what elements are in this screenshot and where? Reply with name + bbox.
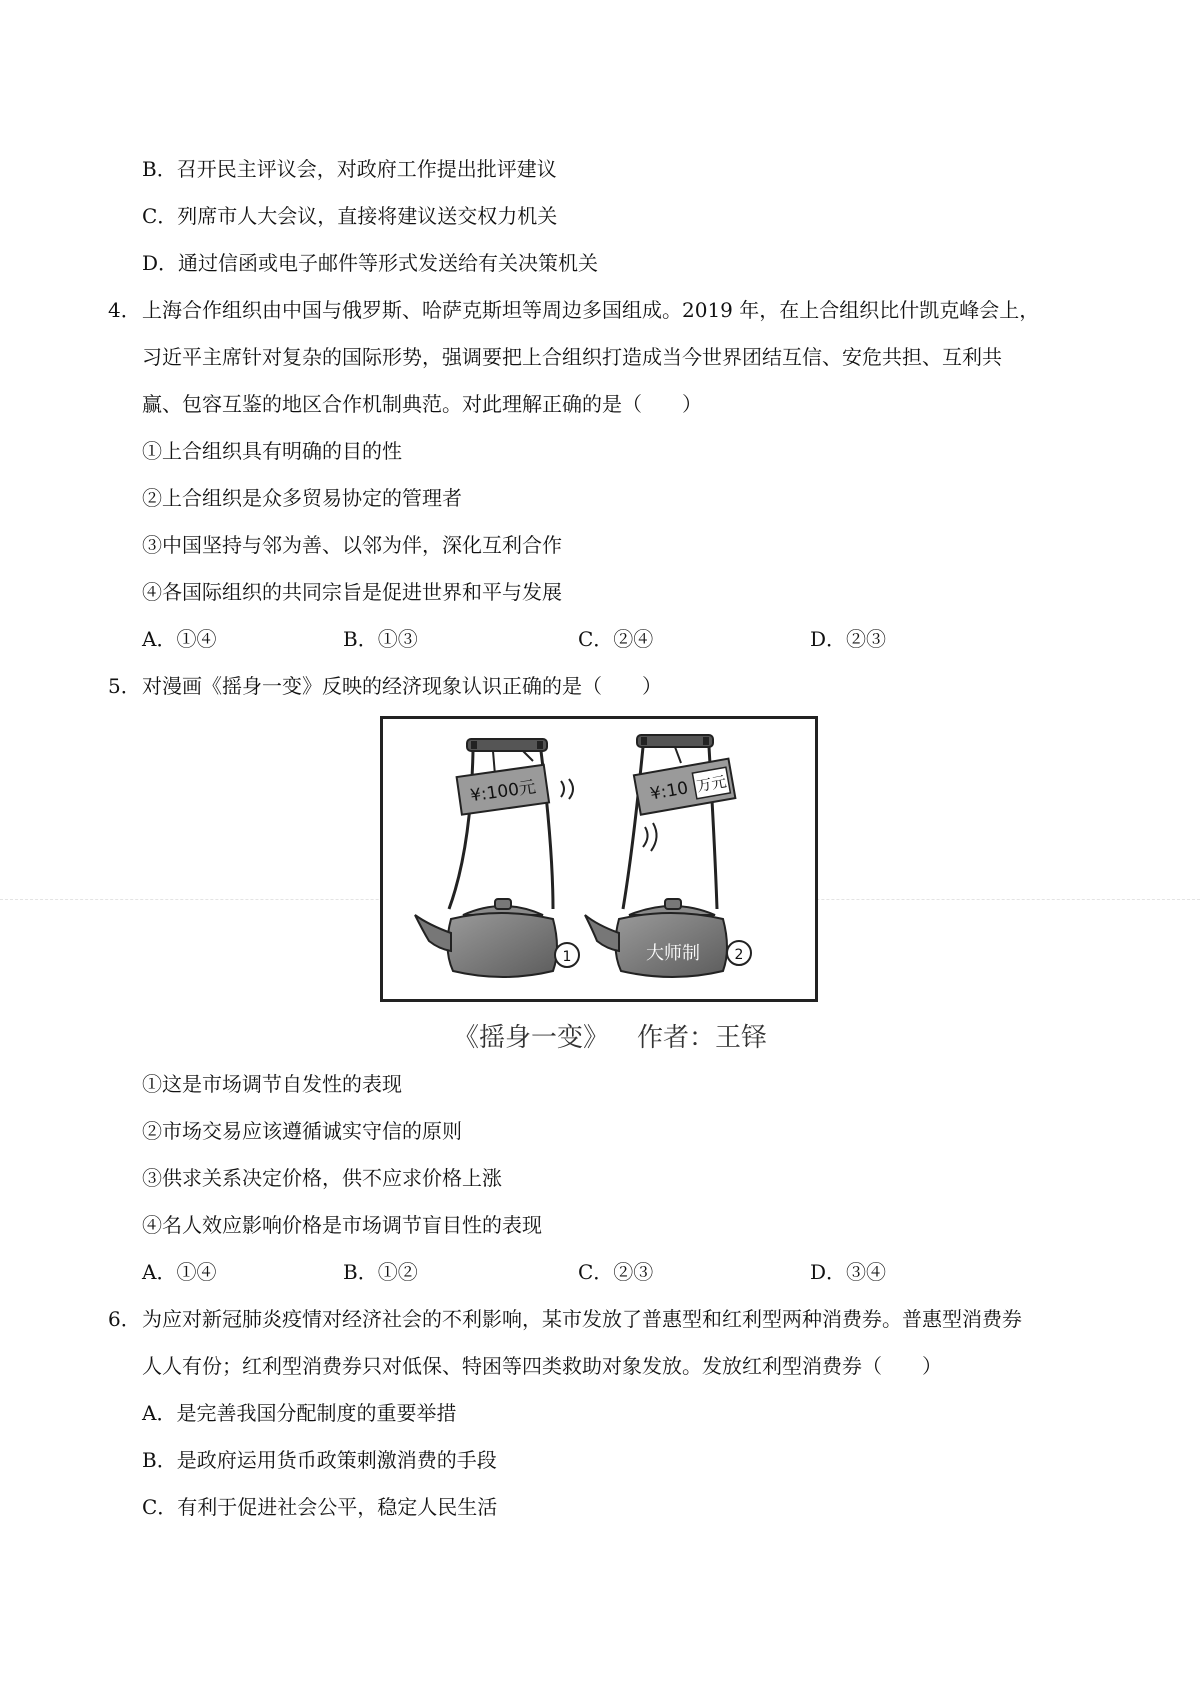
q4-stem-line-1: 上海合作组织由中国与俄罗斯、哈萨克斯坦等周边多国组成。2019 年，在上合组织比什凯克峰会上， — [142, 298, 1040, 322]
q4-option-d: D．②③ — [810, 627, 887, 651]
price-tag-left — [457, 765, 549, 815]
q5-option-b: B．①② — [343, 1260, 418, 1284]
cartoon-caption — [453, 1022, 767, 1054]
sound-mark-icon — [561, 781, 564, 797]
q4-stem-line-2: 习近平主席针对复杂的国际形势，强调要把上合组织打造成当今世界团结互信、安危共担、互利共 — [142, 345, 1002, 369]
q5-stem: 对漫画《摇身一变》反映的经济现象认识正确的是（ ） — [142, 674, 662, 698]
sound-mark-icon — [569, 779, 573, 799]
q4-option-c: C．②④ — [578, 627, 654, 651]
price-tag-left-text: ¥:100元 — [469, 777, 538, 807]
cartoon-caption-title: 《摇身一变》 — [453, 1023, 610, 1053]
q5-statement-1: ①这是市场调节自发性的表现 — [142, 1072, 402, 1096]
q3-option-c: C．列席市人大会议，直接将建议送交权力机关 — [142, 204, 558, 228]
q6-stem-line-2: 人人有份；红利型消费券只对低保、特困等四类救助对象发放。发放红利型消费券（ ） — [142, 1354, 942, 1378]
q5-option-c: C．②③ — [578, 1260, 654, 1284]
q6-option-a: A．是完善我国分配制度的重要举措 — [142, 1401, 457, 1425]
pot-label: 大师制 — [646, 943, 700, 964]
q5-option-d: D．③④ — [810, 1260, 887, 1284]
q3-option-d: D．通过信函或电子邮件等形式发送给有关决策机关 — [142, 251, 599, 275]
q6-option-b: B．是政府运用货币政策刺激消费的手段 — [142, 1448, 497, 1472]
q5-statement-2: ②市场交易应该遵循诚实守信的原则 — [142, 1119, 462, 1143]
q4-number: 4． — [108, 298, 141, 322]
sound-mark-icon — [651, 823, 657, 851]
q5-statement-4: ④名人效应影响价格是市场调节盲目性的表现 — [142, 1213, 542, 1237]
q5-option-a: A．①④ — [142, 1260, 217, 1284]
q4-statement-2: ②上合组织是众多贸易协定的管理者 — [142, 486, 462, 510]
q4-statement-3: ③中国坚持与邻为善、以邻为伴，深化互利合作 — [142, 533, 562, 557]
marker-2-text: 2 — [734, 947, 744, 963]
price-tag-right-prefix: ¥:10 — [648, 778, 690, 805]
cartoon-caption-author: 作者：王铎 — [637, 1023, 768, 1053]
q5-statement-3: ③供求关系决定价格，供不应求价格上涨 — [142, 1166, 502, 1190]
q6-number: 6． — [108, 1307, 141, 1331]
sound-mark-icon — [643, 827, 648, 847]
q3-option-b: B．召开民主评议会，对政府工作提出批评建议 — [142, 157, 557, 181]
marker-1-text: 1 — [562, 949, 572, 965]
q6-option-c: C．有利于促进社会公平，稳定人民生活 — [142, 1495, 498, 1519]
q4-option-a: A．①④ — [142, 627, 217, 651]
price-tag-right — [634, 759, 735, 815]
q4-statement-4: ④各国际组织的共同宗旨是促进世界和平与发展 — [142, 580, 562, 604]
marker-2 — [727, 941, 751, 965]
price-tag-right-box: 万元 — [695, 772, 728, 796]
q5-number: 5． — [108, 674, 141, 698]
q4-statement-1: ①上合组织具有明确的目的性 — [142, 439, 402, 463]
q4-stem-line-3: 赢、包容互鉴的地区合作机制典范。对此理解正确的是（ ） — [142, 392, 702, 416]
q4-option-b: B．①③ — [343, 627, 418, 651]
cartoon-illustration — [380, 716, 818, 1002]
q6-stem-line-1: 为应对新冠肺炎疫情对经济社会的不利影响，某市发放了普惠型和红利型两种消费券。普惠型消费券 — [142, 1307, 1022, 1331]
marker-1 — [555, 943, 579, 967]
